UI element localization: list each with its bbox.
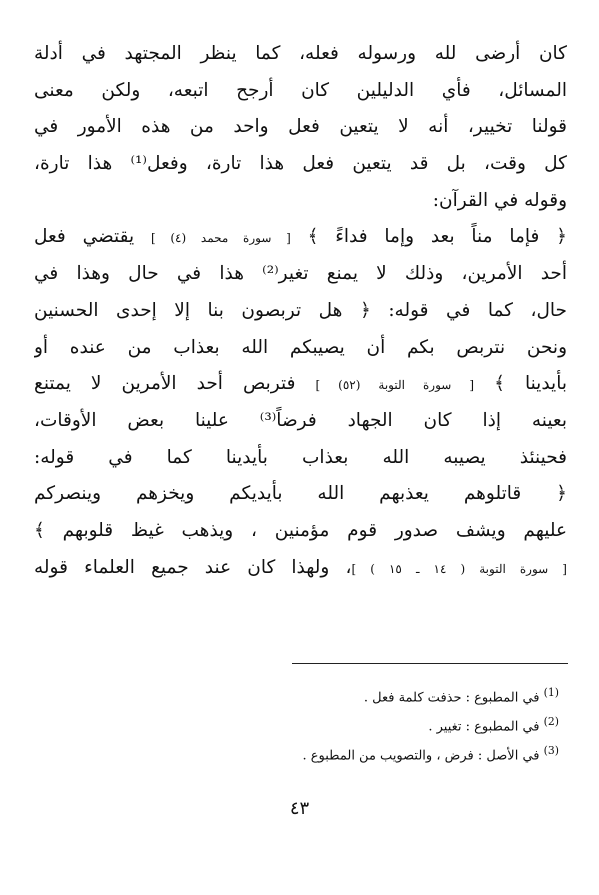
footnote-marker: (1) [543, 686, 559, 699]
text-line-with-quran-reference [34, 219, 567, 256]
surah-reference: [ سورة التوبة (٥٢) ] [315, 378, 474, 393]
text-line: قولنا تخيير، أنه لا يتعين فعل واحد من هذه الأمور في [34, 116, 567, 138]
footnote-marker: (3) [543, 744, 559, 757]
text-line: عليهم ويشف صدور قوم مؤمنين ، ويذهب غيظ قلوبهم ﴾ [34, 519, 567, 541]
text-line: بعينه إذا كان الجهاد فرضاً⁽³⁾ علينا بعض الأوقات، [34, 409, 567, 431]
footnote-marker: (2) [543, 715, 559, 728]
text-continuation: يقتضي فعل [34, 226, 135, 248]
text-line: كان أرضى لله ورسوله فعله، كما ينظر المجتهد في أدلة [34, 43, 567, 64]
footnote-text: في الأصل : فرض ، والتصويب من المطبوع . [302, 748, 540, 764]
page-number: ٤٣ [289, 798, 310, 819]
text-continuation: ، ولهذا كان عند جميع العلماء قوله [34, 556, 352, 578]
text-line: ونحن نتربص بكم أن يصيبكم الله بعذاب من عنده أو [34, 336, 567, 358]
footnotes [139, 678, 559, 765]
footnote-divider [292, 663, 568, 664]
text-line: ﴿ قاتلوهم يعذبهم الله بأيديكم ويخزهم وينصركم [34, 483, 567, 505]
text-continuation: فتربص أحد الأمرين لا يمتنع [34, 373, 296, 395]
text-line: وقوله في القرآن: [432, 189, 567, 211]
footnote [139, 707, 559, 736]
text-line-with-quran-reference [34, 366, 567, 403]
surah-reference: [ سورة محمد (٤) ] [150, 231, 291, 246]
footnote-text: في المطبوع : حذفت كلمة فعل . [363, 690, 540, 706]
footnote-text: في المطبوع : تغيير . [428, 719, 540, 735]
quran-verse: بأيدينا ﴾ [494, 373, 567, 395]
quran-verse: ﴿ فإما مناً بعد وإما فداءً ﴾ [307, 226, 567, 248]
text-line: فحينئذ يصيبه الله بعذاب بأيدينا كما في قوله: [34, 446, 567, 468]
main-text [34, 36, 567, 586]
text-line-with-quran-reference [34, 550, 567, 587]
text-line: المسائل، فأي الدليلين كان أرجح اتبعه، ولكن معنى [34, 79, 567, 101]
text-line: حال، كما في قوله: ﴿ هل تربصون بنا إلا إحدى الحسنين [34, 299, 567, 321]
footnote [139, 736, 559, 765]
text-line: أحد الأمرين، وذلك لا يمنع تغير⁽²⁾ هذا في حال وهذا في [34, 263, 567, 285]
footnote [139, 678, 559, 707]
surah-reference: [ سورة التوبة ( ١٤ ـ ١٥ ) ] [351, 561, 567, 576]
text-line: كل وقت، بل قد يتعين فعل هذا تارة، وفعل⁽¹⁾ هذا تارة، [34, 153, 567, 175]
